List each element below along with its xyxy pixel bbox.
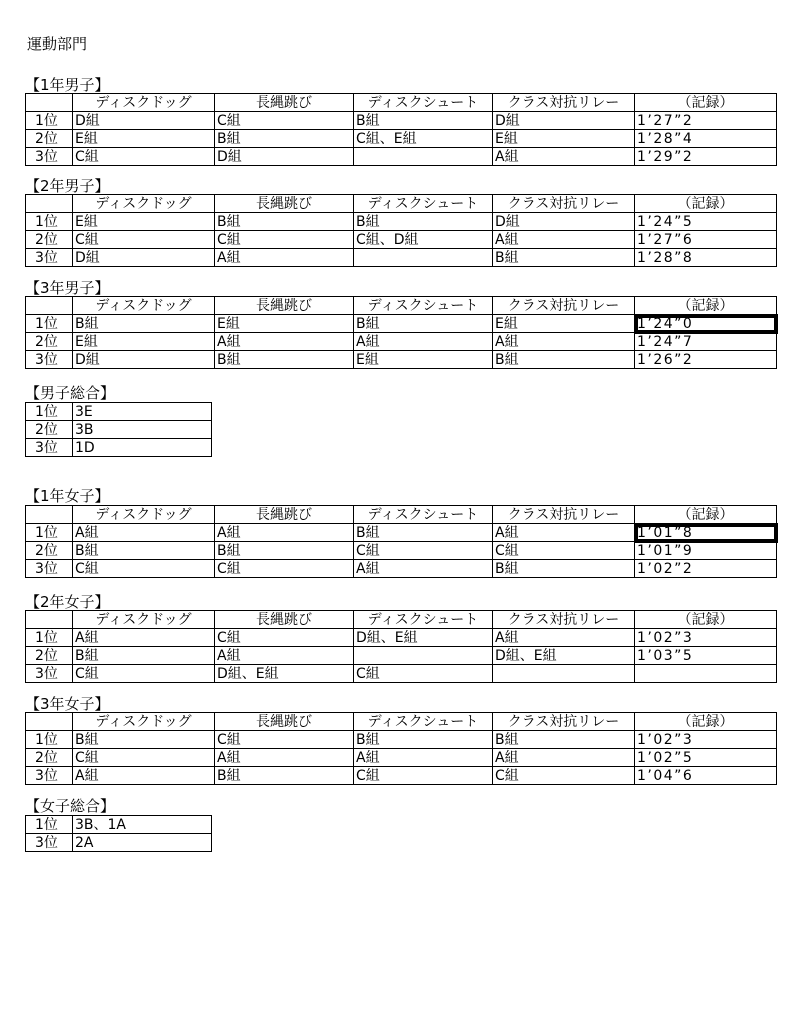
column-header [26,506,73,524]
record-cell: 1’01”8 [635,524,777,542]
result-cell: B組 [215,767,354,785]
column-header: 長縄跳び [215,94,354,112]
results-table-1st-year-girls [25,505,777,578]
result-cell: C組 [354,767,493,785]
result-cell: C組 [73,148,215,166]
rank-cell: 2位 [26,421,73,439]
result-cell: C組 [493,767,635,785]
rank-cell: 2位 [26,130,73,148]
rank-cell: 3位 [26,439,73,457]
rank-cell: 2位 [26,542,73,560]
column-header [26,195,73,213]
result-cell: D組、E組 [215,665,354,683]
column-header: クラス対抗リレー [493,297,635,315]
rank-cell: 1位 [26,731,73,749]
result-cell: B組 [354,112,493,130]
result-cell: D組 [215,148,354,166]
table-row [26,524,777,542]
table-row [26,665,777,683]
rank-cell: 3位 [26,249,73,267]
section-label-1st-year-girls: 【1年女子】 [25,487,110,505]
column-header [26,713,73,731]
rank-cell: 1位 [26,403,73,421]
column-header: ディスクシュート [354,611,493,629]
result-cell: C組 [215,629,354,647]
results-table-3rd-year-boys [25,296,777,369]
class-cell: 2A [73,834,212,852]
result-cell: B組 [354,524,493,542]
rank-cell: 1位 [26,213,73,231]
section-label-2nd-year-girls: 【2年女子】 [25,593,110,611]
rank-cell: 1位 [26,524,73,542]
rank-cell: 3位 [26,665,73,683]
result-cell: D組 [73,112,215,130]
column-header: （記録） [635,297,777,315]
table-header-row [26,611,777,629]
record-cell: 1’28”4 [635,130,777,148]
rank-cell: 1位 [26,629,73,647]
column-header: クラス対抗リレー [493,195,635,213]
table-row [26,249,777,267]
column-header: 長縄跳び [215,611,354,629]
column-header: ディスクドッグ [73,506,215,524]
record-cell: 1’27”6 [635,231,777,249]
table-header-row [26,713,777,731]
result-cell: E組 [73,130,215,148]
result-cell: A組 [215,647,354,665]
result-cell: B組 [73,731,215,749]
section-label-boys-overall: 【男子総合】 [25,384,116,402]
result-cell: B組 [215,130,354,148]
result-cell: A組 [493,148,635,166]
table-row [26,130,777,148]
result-cell: B組 [215,542,354,560]
table-row [26,542,777,560]
result-cell: A組 [493,629,635,647]
result-cell: B組 [354,731,493,749]
overall-table-boys [25,402,212,457]
result-cell: A組 [73,629,215,647]
table-row [26,315,777,333]
record-cell: 1’03”5 [635,647,777,665]
result-cell: A組 [493,524,635,542]
table-row [26,351,777,369]
result-cell [354,148,493,166]
result-cell: B組 [73,315,215,333]
table-row [26,112,777,130]
column-header: （記録） [635,713,777,731]
rank-cell: 1位 [26,816,73,834]
table-row [26,816,212,834]
table-row [26,560,777,578]
result-cell: A組 [354,333,493,351]
column-header: ディスクシュート [354,297,493,315]
record-cell: 1’26”2 [635,351,777,369]
result-cell: A組 [73,767,215,785]
rank-cell: 1位 [26,112,73,130]
record-cell: 1’02”2 [635,560,777,578]
section-label-girls-overall: 【女子総合】 [25,797,116,815]
class-cell: 3E [73,403,212,421]
results-table-2nd-year-girls [25,610,777,683]
section-label-3rd-year-girls: 【3年女子】 [25,695,110,713]
table-row [26,439,212,457]
column-header: クラス対抗リレー [493,611,635,629]
results-table-2nd-year-boys [25,194,777,267]
result-cell: B組 [73,647,215,665]
result-cell: D組 [73,249,215,267]
record-cell: 1’04”6 [635,767,777,785]
record-cell: 1’24”5 [635,213,777,231]
record-cell: 1’01”9 [635,542,777,560]
column-header: （記録） [635,611,777,629]
table-row [26,731,777,749]
section-label-1st-year-boys: 【1年男子】 [25,76,110,94]
result-cell: B組 [215,351,354,369]
column-header: 長縄跳び [215,506,354,524]
record-cell: 1’29”2 [635,148,777,166]
table-row [26,403,212,421]
result-cell: C組 [73,560,215,578]
overall-table-girls [25,815,212,852]
column-header: ディスクドッグ [73,297,215,315]
result-cell: C組、E組 [354,130,493,148]
result-cell: A組 [73,524,215,542]
column-header: ディスクシュート [354,713,493,731]
column-header: クラス対抗リレー [493,713,635,731]
rank-cell: 3位 [26,560,73,578]
result-cell: A組 [493,333,635,351]
table-header-row [26,506,777,524]
column-header: クラス対抗リレー [493,506,635,524]
table-header-row [26,297,777,315]
result-cell: D組 [73,351,215,369]
record-cell: 1’24”7 [635,333,777,351]
rank-cell: 2位 [26,647,73,665]
result-cell: C組 [354,542,493,560]
result-cell: A組 [493,231,635,249]
column-header: ディスクドッグ [73,94,215,112]
class-cell: 3B [73,421,212,439]
result-cell: C組 [73,749,215,767]
result-cell: A組 [493,749,635,767]
column-header: クラス対抗リレー [493,94,635,112]
result-cell: A組 [354,749,493,767]
result-cell: E組 [215,315,354,333]
column-header: （記録） [635,506,777,524]
rank-cell: 1位 [26,315,73,333]
result-cell: B組 [493,249,635,267]
table-row [26,213,777,231]
result-cell [354,249,493,267]
rank-cell: 3位 [26,148,73,166]
rank-cell: 2位 [26,231,73,249]
record-cell: 1’27”2 [635,112,777,130]
table-row [26,333,777,351]
result-cell: B組 [493,731,635,749]
column-header: ディスクシュート [354,94,493,112]
result-cell: E組 [73,213,215,231]
result-cell: C組 [215,231,354,249]
rank-cell: 2位 [26,749,73,767]
result-cell: C組 [493,542,635,560]
results-table-3rd-year-girls [25,712,777,785]
column-header [26,297,73,315]
result-cell: B組 [354,213,493,231]
table-row [26,148,777,166]
column-header: ディスクシュート [354,195,493,213]
record-cell: 1’02”3 [635,731,777,749]
column-header: 長縄跳び [215,297,354,315]
section-label-2nd-year-boys: 【2年男子】 [25,177,110,195]
result-cell [354,647,493,665]
class-cell: 3B、1A [73,816,212,834]
result-cell: B組 [73,542,215,560]
result-cell: C組 [354,665,493,683]
result-cell: D組 [493,213,635,231]
column-header [26,94,73,112]
table-row [26,749,777,767]
result-cell: D組、E組 [493,647,635,665]
table-row [26,834,212,852]
result-cell: A組 [354,560,493,578]
table-header-row [26,94,777,112]
result-cell: C組 [215,731,354,749]
column-header: 長縄跳び [215,195,354,213]
record-cell: 1’28”8 [635,249,777,267]
result-cell: B組 [493,351,635,369]
column-header: ディスクドッグ [73,713,215,731]
page-title: 運動部門 [27,35,88,53]
result-cell: E組 [354,351,493,369]
column-header: ディスクシュート [354,506,493,524]
result-cell: D組、E組 [354,629,493,647]
result-cell: A組 [215,524,354,542]
column-header: ディスクドッグ [73,611,215,629]
column-header: （記録） [635,94,777,112]
result-cell: D組 [493,112,635,130]
result-cell: C組 [73,665,215,683]
rank-cell: 3位 [26,767,73,785]
section-label-3rd-year-boys: 【3年男子】 [25,279,110,297]
class-cell: 1D [73,439,212,457]
table-row [26,767,777,785]
column-header: （記録） [635,195,777,213]
result-cell: A組 [215,749,354,767]
record-cell: 1’02”3 [635,629,777,647]
result-cell: B組 [354,315,493,333]
rank-cell: 2位 [26,333,73,351]
column-header: ディスクドッグ [73,195,215,213]
record-cell: 1’24”0 [635,315,777,333]
table-row [26,231,777,249]
rank-cell: 3位 [26,351,73,369]
result-cell: E組 [493,130,635,148]
column-header: 長縄跳び [215,713,354,731]
record-cell: 1’02”5 [635,749,777,767]
table-row [26,629,777,647]
table-row [26,647,777,665]
rank-cell: 3位 [26,834,73,852]
result-cell: B組 [215,213,354,231]
result-cell: A組 [215,333,354,351]
result-cell: C組 [215,560,354,578]
column-header [26,611,73,629]
table-row [26,421,212,439]
result-cell: C組 [73,231,215,249]
results-table-1st-year-boys [25,93,777,166]
result-cell: B組 [493,560,635,578]
result-cell: C組、D組 [354,231,493,249]
result-cell: C組 [215,112,354,130]
result-cell: A組 [215,249,354,267]
table-header-row [26,195,777,213]
result-cell: E組 [493,315,635,333]
record-cell [635,665,777,683]
result-cell: E組 [73,333,215,351]
result-cell [493,665,635,683]
